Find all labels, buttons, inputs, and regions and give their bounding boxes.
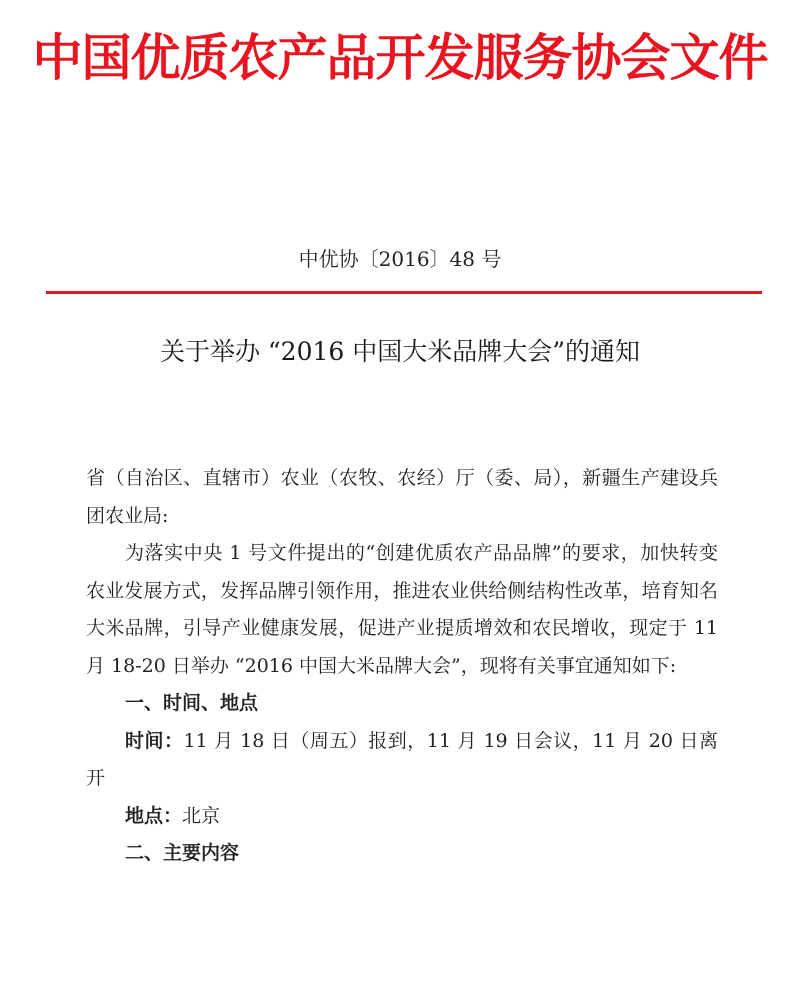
place-value: 北京 <box>182 804 221 827</box>
document-body <box>86 460 718 873</box>
place-label: 地点： <box>125 804 183 827</box>
time-value: 11 月 18 日（周五）报到，11 月 19 日会议，11 月 20 日离开 <box>86 729 718 789</box>
document-title: 关于举办 “2016 中国大米品牌大会”的通知 <box>159 337 641 366</box>
red-divider <box>46 291 762 294</box>
time-detail <box>86 723 718 798</box>
salutation: 省（自治区、直辖市）农业（农牧、农经）厅（委、局），新疆生产建设兵团农业局: <box>86 467 718 527</box>
document-number: 中优协〔2016〕48 号 <box>298 247 502 271</box>
section-heading-content: 二、主要内容 <box>125 842 240 864</box>
org-header-title: 中国优质农产品开发服务协会文件 <box>32 29 768 87</box>
intro-paragraph: 为落实中央 1 号文件提出的“创建优质农产品品牌”的要求，加快转变农业发展方式，发挥品牌引领作用，推进农业供给侧结构性改革，培育知名大米品牌，引导产业健康发展，促进产业提质增效和农民增收，现定于 11 月 18-20 日举办 “2016 中国大米品牌大会”，现将有关事宜通知如下: <box>86 542 718 677</box>
time-label: 时间： <box>125 729 184 752</box>
place-detail <box>86 798 718 836</box>
section-heading-time-place: 一、时间、地点 <box>125 692 259 714</box>
